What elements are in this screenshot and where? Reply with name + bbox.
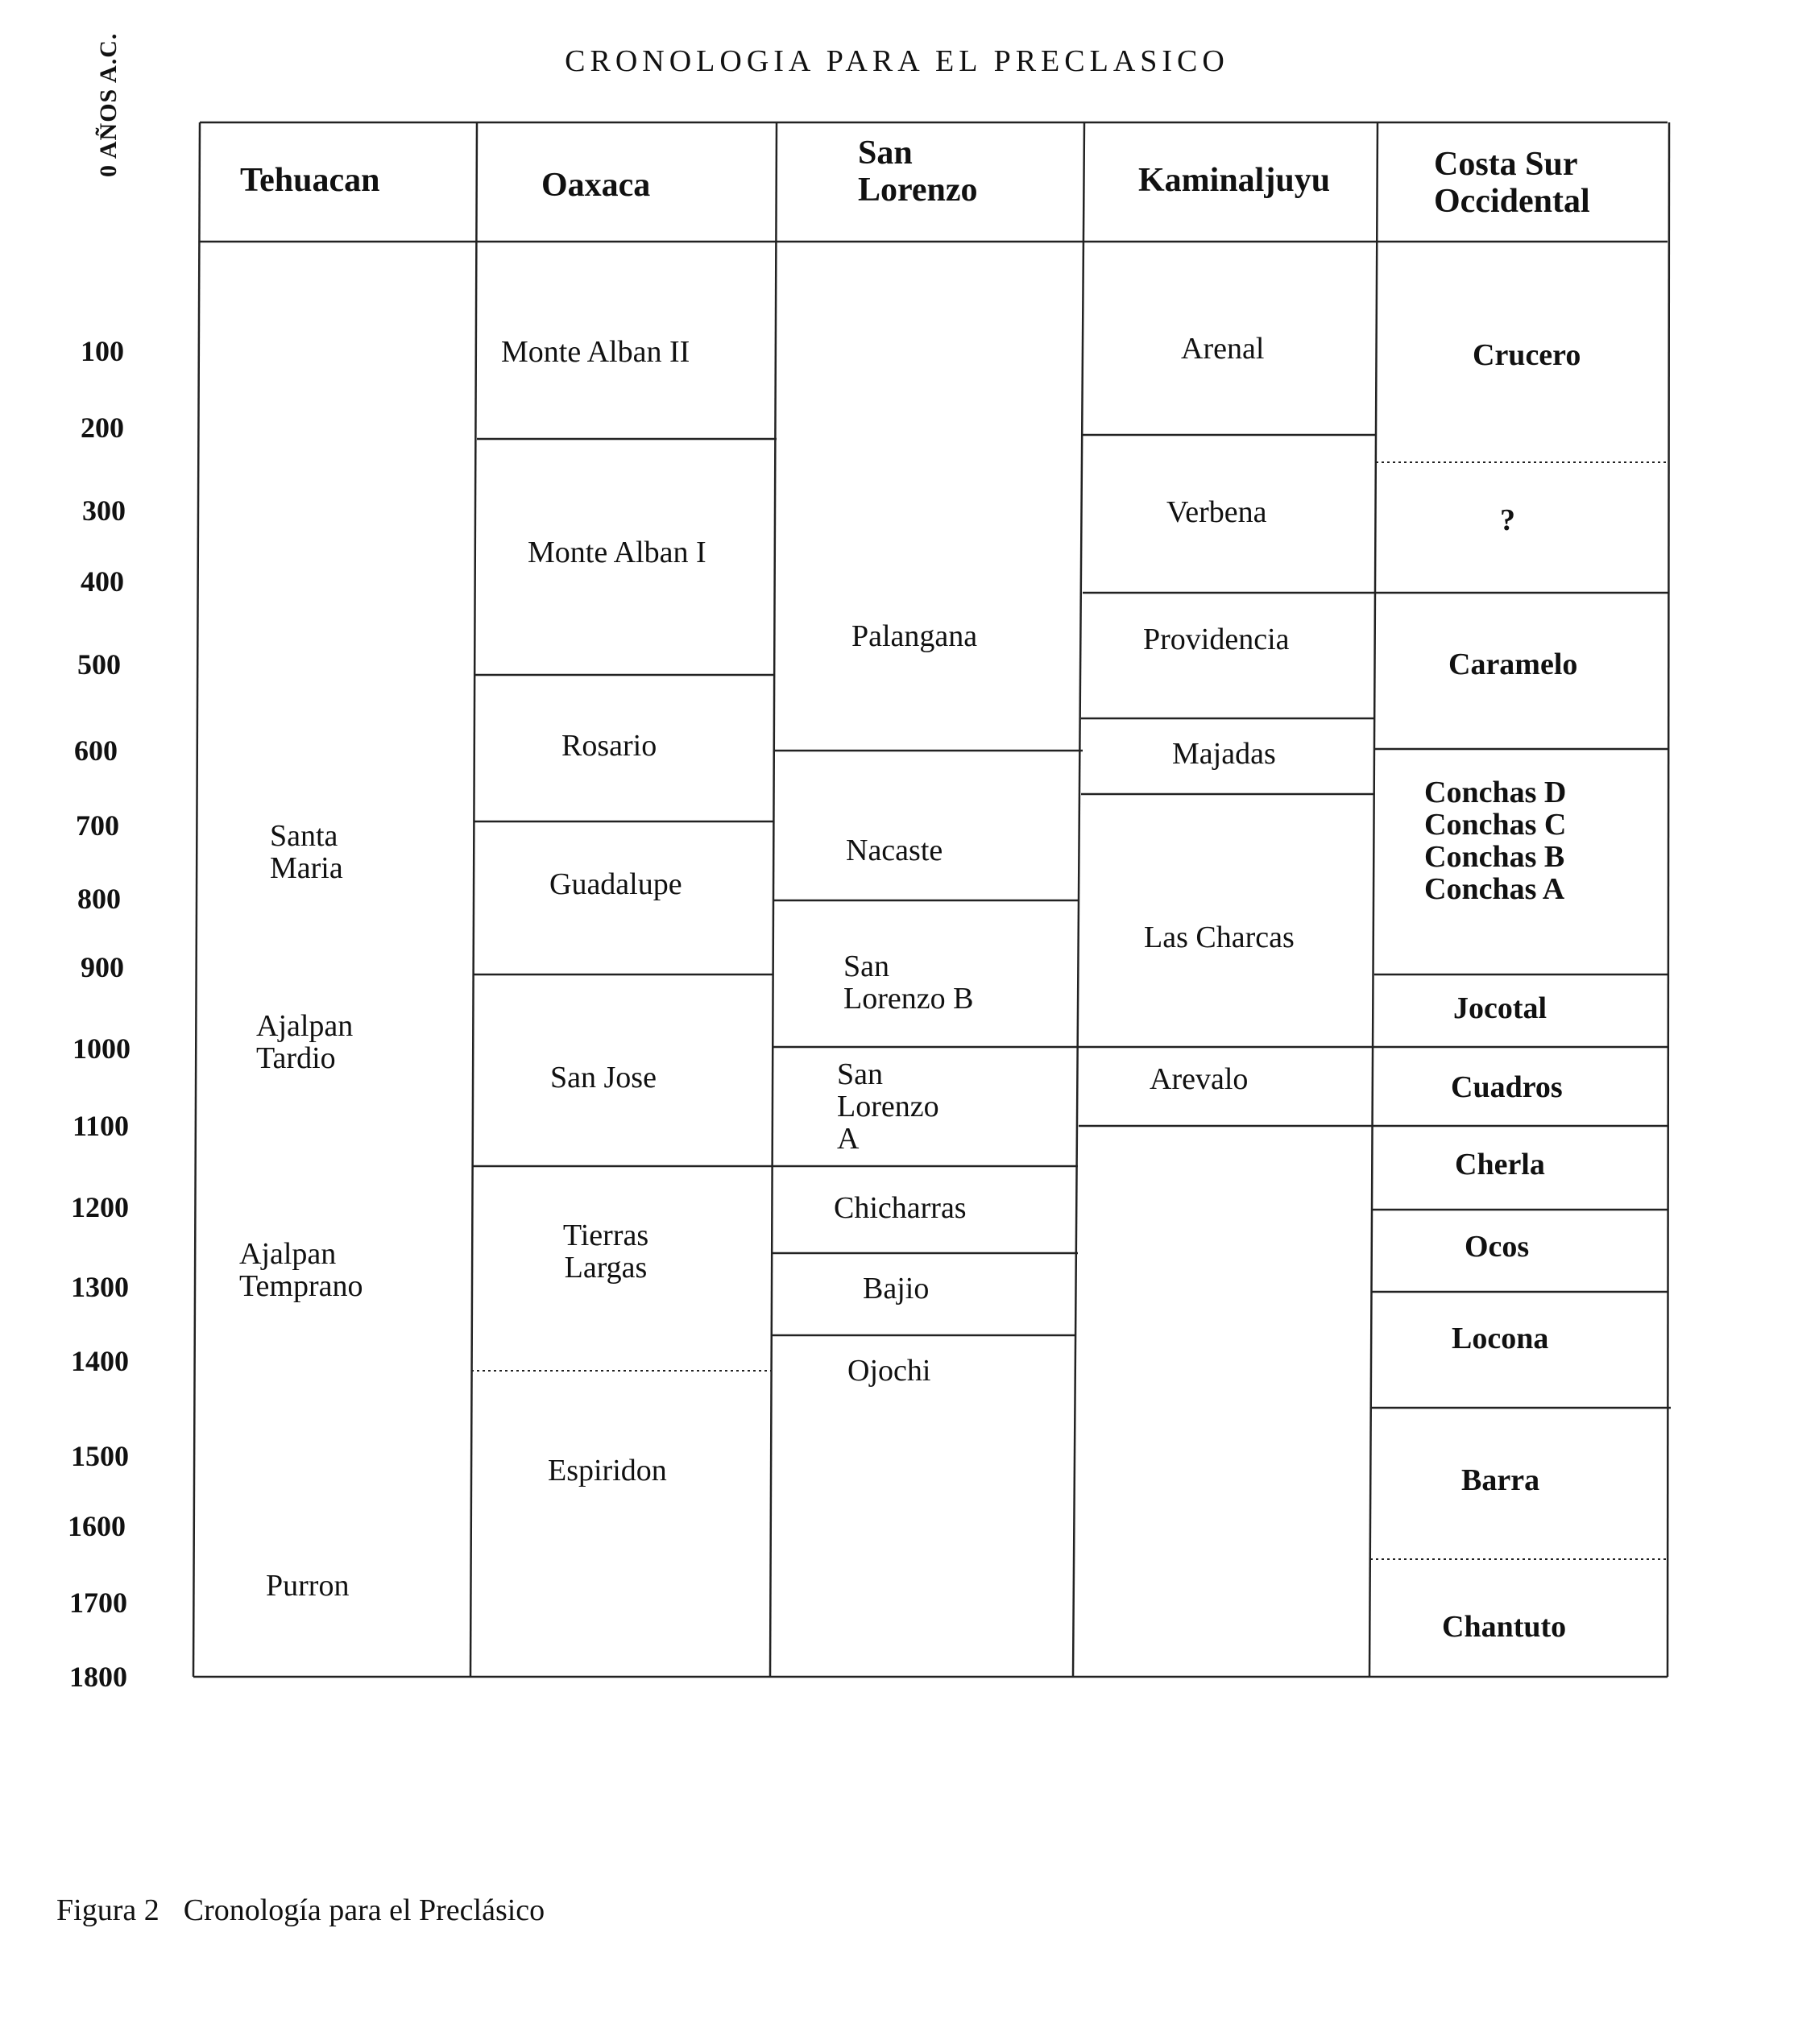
phase-chicharras: Chicharras <box>834 1191 967 1225</box>
phase-cuadros: Cuadros <box>1451 1070 1563 1104</box>
year-tick: 1000 <box>73 1032 131 1065</box>
phase-santa-maria: Santa Maria <box>270 819 343 885</box>
phase-guadalupe: Guadalupe <box>549 867 682 901</box>
header-oaxaca: Oaxaca <box>541 167 651 204</box>
year-tick: 1600 <box>68 1510 126 1542</box>
phase-crucero: Crucero <box>1473 338 1581 372</box>
header-costa-sur: Costa Sur Occidental <box>1434 146 1590 220</box>
phase-conchas: Conchas D Conchas C Conchas B Conchas A <box>1424 776 1567 906</box>
year-tick: 1300 <box>71 1271 129 1303</box>
phase-monte-alban-ii: Monte Alban II <box>501 335 690 369</box>
phase-san-lorenzo-a: San Lorenzo A <box>837 1057 939 1156</box>
phase-tierras-largas: Tierras Largas <box>562 1219 649 1285</box>
phase-barra: Barra <box>1461 1463 1540 1497</box>
phase-arevalo: Arevalo <box>1150 1062 1249 1096</box>
year-tick: 1800 <box>69 1661 127 1693</box>
page-title: CRONOLOGIA PARA EL PRECLASICO <box>565 44 1229 78</box>
year-tick: 300 <box>82 494 126 527</box>
phase-san-lorenzo-b: San Lorenzo B <box>843 950 974 1016</box>
year-tick: 1400 <box>71 1345 129 1377</box>
phase-ajalpan-temprano: Ajalpan Temprano <box>239 1237 363 1303</box>
phase-ojochi: Ojochi <box>847 1354 931 1388</box>
phase-ocos: Ocos <box>1465 1230 1530 1264</box>
phase-ajalpan-tardio: Ajalpan Tardio <box>256 1009 354 1075</box>
header-kaminaljuyu: Kaminaljuyu <box>1138 162 1331 199</box>
axis-label: 0 AÑOS A.C. <box>95 32 122 177</box>
year-tick: 700 <box>76 809 119 842</box>
phase-rosario: Rosario <box>561 729 657 763</box>
year-tick: 1200 <box>71 1191 129 1223</box>
phase-majadas: Majadas <box>1172 737 1276 771</box>
year-tick: 400 <box>81 565 124 598</box>
phase-nacaste: Nacaste <box>846 834 943 867</box>
year-tick: 600 <box>74 734 118 767</box>
phase-unknown: ? <box>1500 503 1515 537</box>
phase-purron: Purron <box>266 1569 350 1603</box>
phase-san-jose: San Jose <box>550 1061 657 1094</box>
header-san-lorenzo: San Lorenzo <box>858 134 978 209</box>
phase-caramelo: Caramelo <box>1448 648 1578 681</box>
year-tick: 1100 <box>73 1110 130 1142</box>
phase-chantuto: Chantuto <box>1442 1610 1567 1644</box>
figure-caption: Figura 2 Cronología para el Preclásico <box>56 1893 545 1927</box>
year-tick: 100 <box>81 335 124 367</box>
phase-bajio: Bajio <box>863 1272 930 1305</box>
year-tick: 800 <box>77 883 121 915</box>
phase-cherla: Cherla <box>1455 1148 1545 1181</box>
year-tick: 500 <box>77 648 121 681</box>
phase-locona: Locona <box>1452 1322 1549 1355</box>
phase-palangana: Palangana <box>851 619 978 653</box>
phase-jocotal: Jocotal <box>1453 991 1547 1025</box>
phase-monte-alban-i: Monte Alban I <box>528 536 706 569</box>
year-tick: 900 <box>81 951 124 983</box>
phase-arenal: Arenal <box>1181 332 1265 366</box>
year-tick: 1500 <box>71 1440 129 1472</box>
year-tick: 200 <box>81 412 124 444</box>
phase-providencia: Providencia <box>1143 623 1290 656</box>
phase-verbena: Verbena <box>1166 495 1267 529</box>
year-tick: 1700 <box>69 1587 127 1619</box>
header-tehuacan: Tehuacan <box>240 162 380 199</box>
phase-las-charcas: Las Charcas <box>1144 921 1295 954</box>
phase-espiridon: Espiridon <box>548 1454 667 1487</box>
